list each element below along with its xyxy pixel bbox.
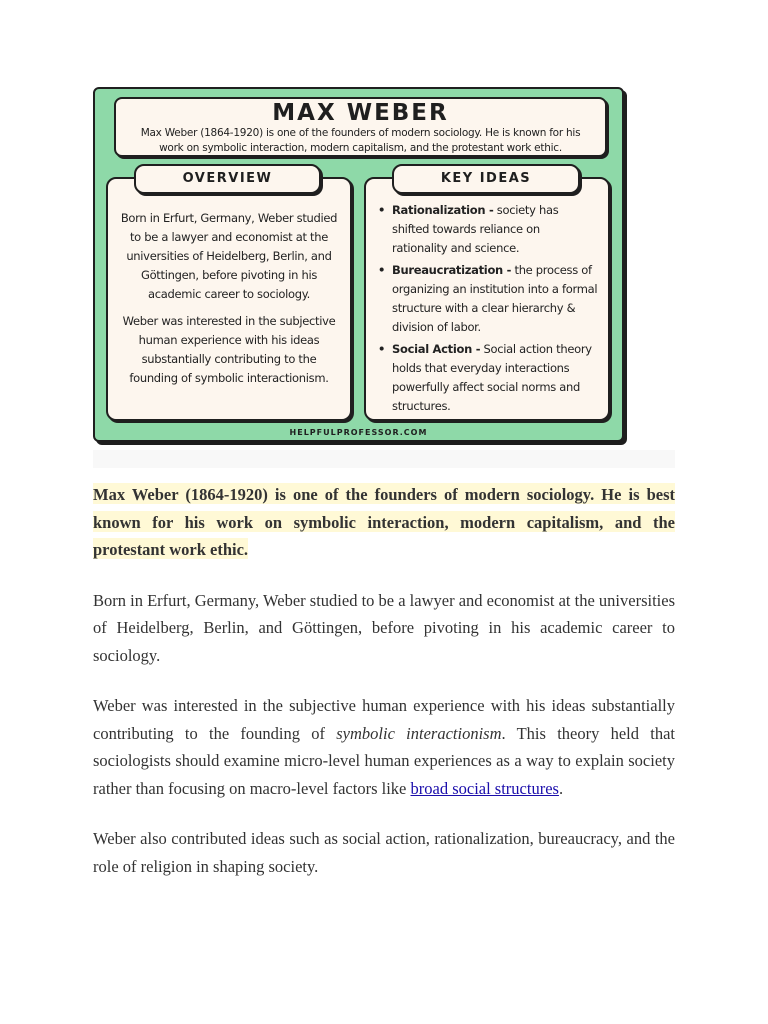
key-idea-term: Rationalization - bbox=[392, 203, 494, 217]
overview-paragraph: Born in Erfurt, Germany, Weber studied to be a lawyer and economist at the universities of Heidelberg, Berlin, and Göttingen, before pivoting in his academic career to sociology. bbox=[120, 211, 338, 301]
intro-paragraph bbox=[93, 481, 675, 564]
paragraph-text: . This theory held that sociologists should examine micro-level human experiences as a way to explain society rather than focusing on macro-level factors like bbox=[93, 723, 676, 798]
infographic-footer: HELPFULPROFESSOR.COM bbox=[289, 428, 428, 437]
overview-text bbox=[116, 209, 342, 396]
key-idea-item bbox=[378, 261, 598, 337]
key-idea-term: Bureaucratization - bbox=[392, 263, 512, 277]
key-idea-item bbox=[378, 340, 598, 416]
image-caption-bar bbox=[93, 450, 675, 468]
overview-heading: OVERVIEW bbox=[134, 164, 321, 194]
key-ideas-list bbox=[378, 201, 598, 419]
emphasized-term: symbolic interactionism bbox=[336, 723, 502, 743]
key-idea-text: Social action theory holds that everyday interactions powerfully affect social norms and structures. bbox=[392, 342, 592, 413]
key-idea-text: society has shifted towards reliance on rationality and science. bbox=[392, 203, 559, 255]
key-ideas-panel bbox=[364, 177, 610, 421]
broad-social-structures-link[interactable]: broad social structures bbox=[410, 778, 559, 798]
key-idea-item bbox=[378, 201, 598, 258]
paragraph-text: . bbox=[558, 778, 564, 798]
highlighted-summary: Max Weber (1864-1920) is one of the founders of modern sociology. He is best known for his work on symbolic interaction, modern capitalism, and the protestant work ethic. bbox=[93, 485, 675, 559]
max-weber-infographic bbox=[93, 87, 624, 442]
infographic-title: MAX WEBER bbox=[272, 100, 449, 126]
overview-panel bbox=[106, 177, 352, 421]
infographic-subtitle: Max Weber (1864-1920) is one of the founders of modern sociology. He is known for his work on symbolic interaction, modern capitalism, and the protestant work ethic. bbox=[140, 127, 581, 154]
key-idea-term: Social Action - bbox=[392, 342, 481, 356]
paragraph-text: Weber was interested in the subjective human experience with his ideas substantially contributing to the founding of bbox=[93, 696, 675, 743]
key-idea-text: the process of organizing an institution into a formal structure with a clear hierarchy & division of labor. bbox=[392, 263, 598, 334]
infographic-header bbox=[114, 97, 607, 157]
contributions-paragraph: Weber also contributed ideas such as social action, rationalization, bureaucracy, and the role of religion in shaping society. bbox=[93, 829, 675, 876]
overview-paragraph: Weber was interested in the subjective human experience with his ideas substantially contributing to the founding of symbolic interactionism. bbox=[122, 314, 336, 385]
article-body bbox=[93, 481, 675, 903]
key-ideas-heading: KEY IDEAS bbox=[392, 164, 580, 194]
biography-paragraph: Born in Erfurt, Germany, Weber studied to be a lawyer and economist at the universities of Heidelberg, Berlin, and Göttingen, before pivoting in his academic career to sociology. bbox=[93, 590, 675, 665]
interactionism-paragraph bbox=[93, 692, 675, 802]
